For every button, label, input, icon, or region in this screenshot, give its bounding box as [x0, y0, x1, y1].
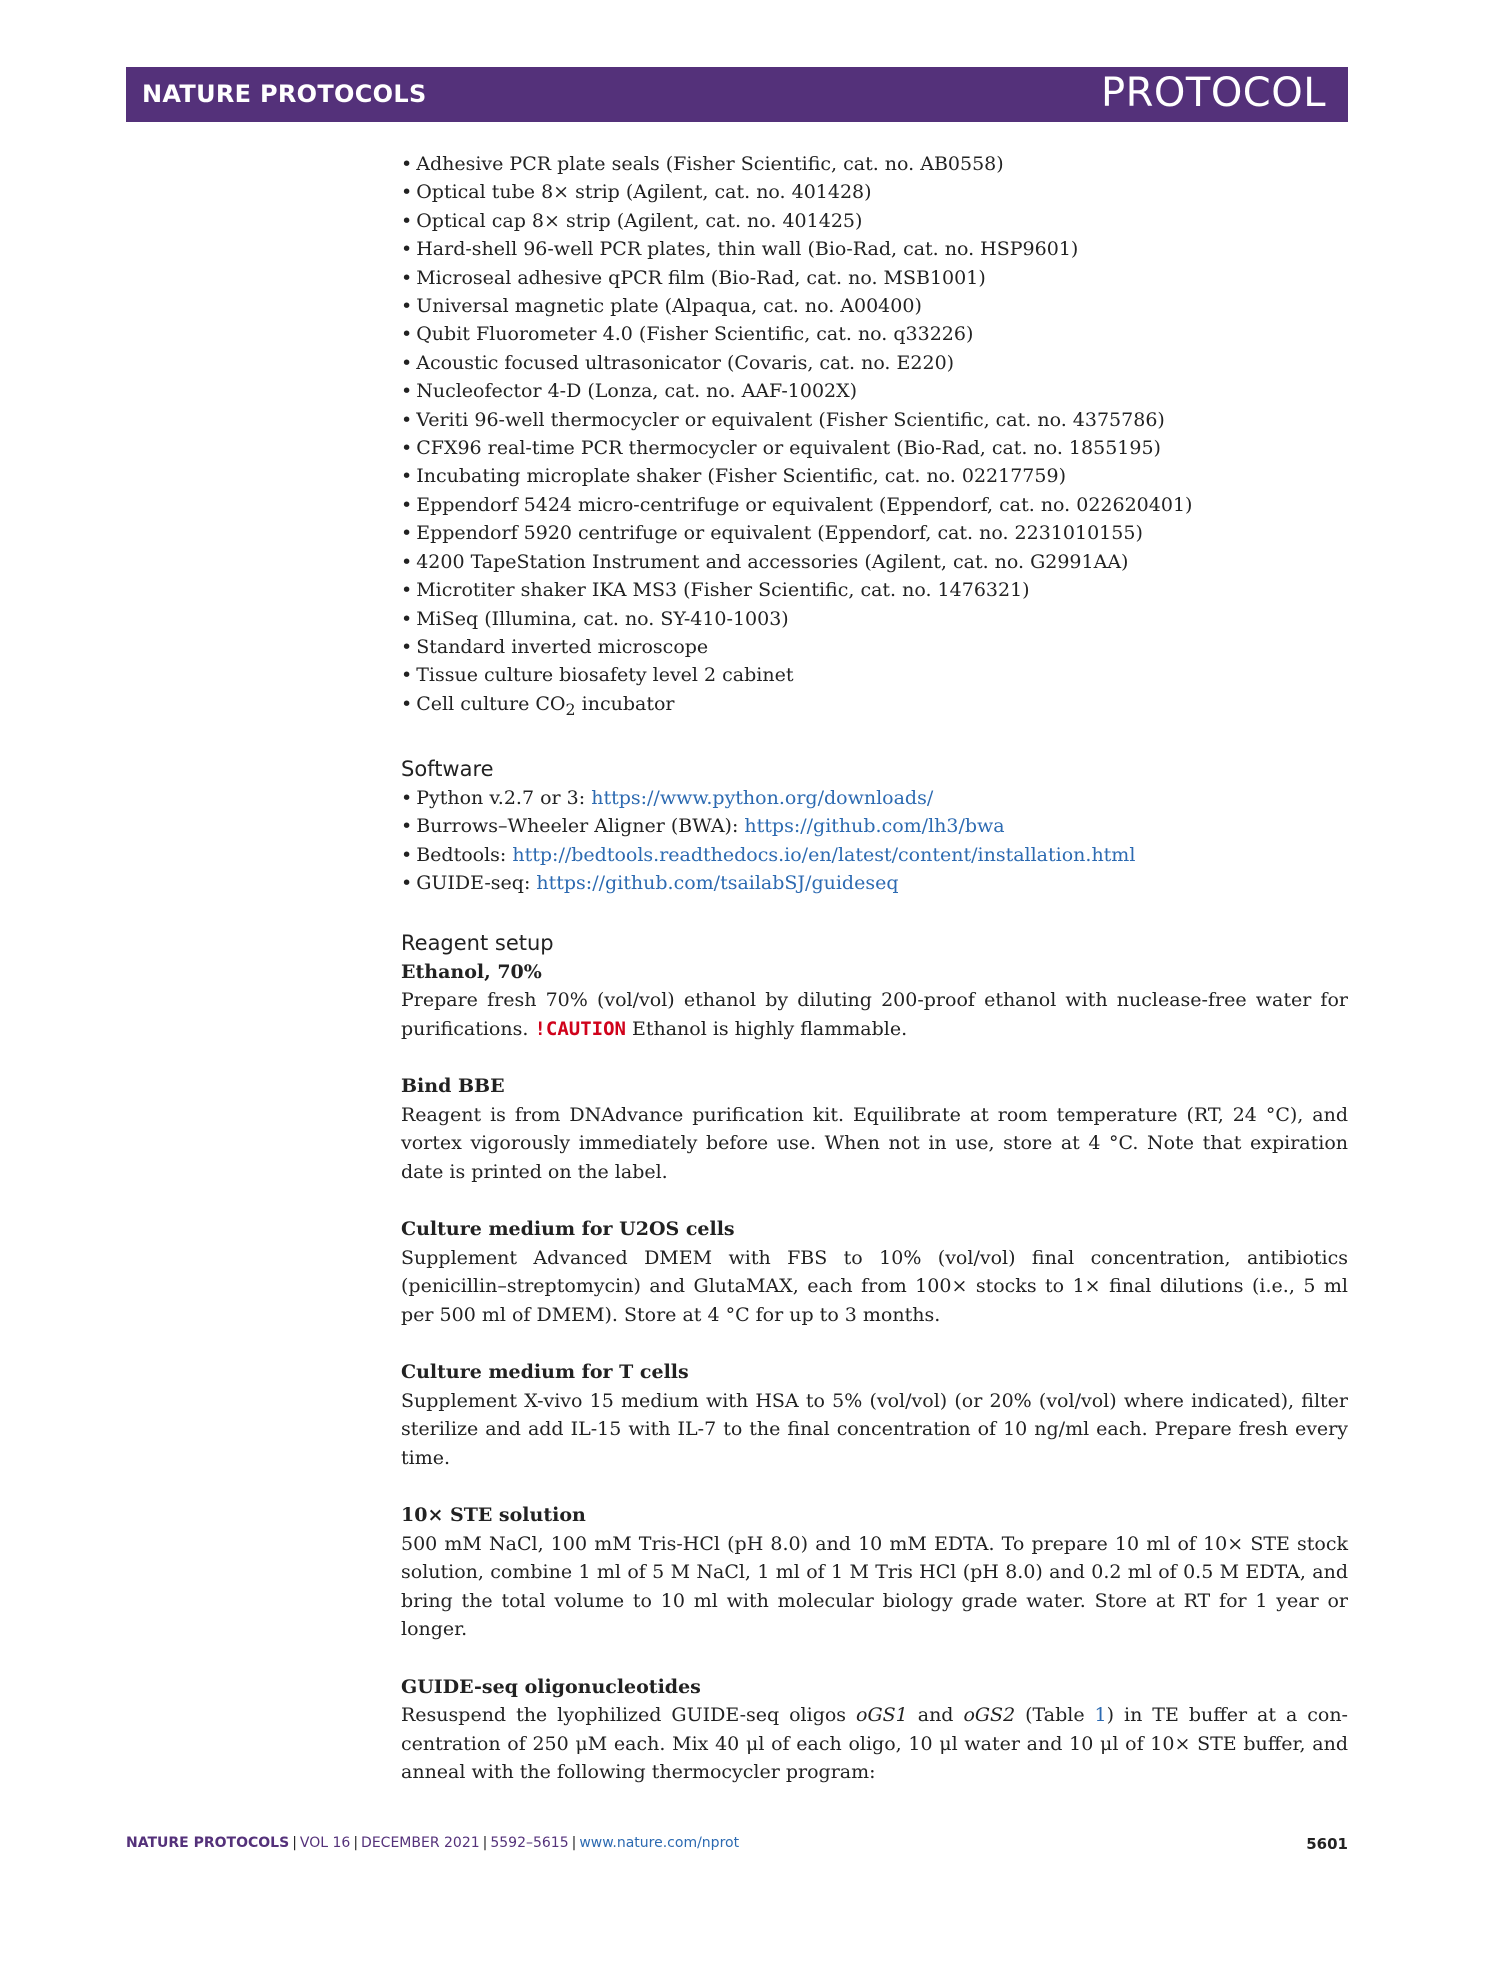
list-item: • Hard-shell 96-well PCR plates, thin wall (Bio-Rad, cat. no. HSP9601)	[401, 238, 1079, 261]
list-item: • Eppendorf 5424 micro-centrifuge or equivalent (Eppendorf, cat. no. 022620401)	[401, 493, 1193, 516]
list-item: • Burrows–Wheeler Aligner (BWA): https://github.com/lh3/bwa	[401, 815, 1005, 838]
article-type: PROTOCOL	[1100, 70, 1326, 116]
footer-journal: NATURE PROTOCOLS	[126, 1835, 290, 1851]
bullet-icon: •	[401, 437, 413, 460]
page-content	[401, 150, 1348, 1816]
list-item: • Adhesive PCR plate seals (Fisher Scientific, cat. no. AB0558)	[401, 153, 1004, 175]
bullet-icon: •	[401, 550, 413, 573]
list-item: • Standard inverted microscope	[401, 635, 709, 658]
bullet-icon: •	[401, 351, 413, 374]
footer-date: DECEMBER 2021	[361, 1835, 480, 1851]
guideseq-link[interactable]: https://github.com/tsailabSJ/guideseq	[536, 872, 899, 895]
reagent-tcell-medium	[401, 1358, 1348, 1472]
list-item: • 4200 TapeStation Instrument and accessories (Agilent, cat. no. G2991AA)	[401, 550, 1129, 573]
list-item: • CFX96 real-time PCR thermocycler or equivalent (Bio-Rad, cat. no. 1855195)	[401, 437, 1161, 460]
reagent-text: Resuspend the lyophilized GUIDE-seq oligos oGS1 and oGS2 (Table 1) in TE buffer at a con-centration of 250 μM each. Mix 40 μl of each oligo, 10 μl water and 10 μl of 10× STE buffer, and anneal with the following thermocycler program:	[401, 1704, 1348, 1784]
reagent-title: GUIDE-seq oligonucleotides	[401, 1675, 701, 1698]
list-item: • Acoustic focused ultrasonicator (Covaris, cat. no. E220)	[401, 351, 955, 374]
bullet-icon: •	[401, 266, 413, 289]
list-item: • Qubit Fluorometer 4.0 (Fisher Scientific, cat. no. q33226)	[401, 323, 974, 346]
bullet-icon: •	[401, 692, 413, 715]
reagent-title: Culture medium for U2OS cells	[401, 1218, 735, 1241]
bullet-icon: •	[401, 493, 413, 516]
footer-volume: VOL 16	[299, 1835, 351, 1851]
list-item: • Python v.2.7 or 3: https://www.python.org/downloads/	[401, 786, 934, 809]
bedtools-link[interactable]: http://bedtools.readthedocs.io/en/latest/content/installation.html	[512, 843, 1136, 866]
reagent-ethanol: Ethanol, 70% Prepare fresh 70% (vol/vol) ethanol by diluting 200-proof ethanol with nuclease-free water for purifications. !CAUTION Ethanol is highly flammable.	[401, 958, 1348, 1044]
reagent-title: Culture medium for T cells	[401, 1361, 689, 1384]
journal-header	[126, 67, 1348, 122]
list-item: • Optical cap 8× strip (Agilent, cat. no. 401425)	[401, 209, 863, 232]
section-heading-software: Software	[401, 756, 494, 781]
bullet-icon: •	[401, 786, 413, 809]
bullet-icon: •	[401, 465, 413, 488]
bullet-icon: •	[401, 522, 413, 545]
section-heading-reagent-setup: Reagent setup	[401, 930, 554, 955]
bullet-icon: •	[401, 209, 413, 232]
bullet-icon: •	[401, 380, 413, 403]
journal-name: NATURE PROTOCOLS	[142, 80, 427, 108]
list-item: • GUIDE-seq: https://github.com/tsailabSJ/guideseq	[401, 872, 899, 895]
reagent-title: 10× STE solution	[401, 1504, 586, 1527]
reagent-title: Ethanol, 70%	[401, 960, 542, 983]
bwa-link[interactable]: https://github.com/lh3/bwa	[744, 815, 1005, 838]
table-ref-link[interactable]: 1	[1094, 1704, 1107, 1727]
python-link[interactable]: https://www.python.org/downloads/	[591, 786, 934, 809]
reagent-text: Reagent is from DNAdvance purification kit. Equilibrate at room temperature (RT, 24 °C), and vortex vigorously immediately before use. When not in use, store at 4 °C. Note that expiration date is printed on the label.	[401, 1103, 1348, 1183]
list-item: • Tissue culture biosafety level 2 cabinet	[401, 664, 794, 687]
list-item: • Microtiter shaker IKA MS3 (Fisher Scientific, cat. no. 1476321)	[401, 579, 1030, 602]
list-item: • Eppendorf 5920 centrifuge or equivalent (Eppendorf, cat. no. 2231010155)	[401, 522, 1143, 545]
bullet-icon: •	[401, 843, 413, 866]
reagent-bind-bbe	[401, 1072, 1348, 1186]
footer-url[interactable]: www.nature.com/nprot	[579, 1835, 740, 1851]
list-item: • Optical tube 8× strip (Agilent, cat. no. 401428)	[401, 181, 872, 204]
reagent-ste-solution	[401, 1501, 1348, 1644]
bullet-icon: •	[401, 181, 413, 204]
bullet-icon: •	[401, 153, 413, 175]
list-item: • Incubating microplate shaker (Fisher Scientific, cat. no. 02217759)	[401, 465, 1066, 488]
reagent-title: Bind BBE	[401, 1075, 505, 1098]
bullet-icon: •	[401, 607, 413, 630]
equipment-list	[401, 150, 1348, 724]
list-item: • Veriti 96-well thermocycler or equivalent (Fisher Scientific, cat. no. 4375786)	[401, 408, 1165, 431]
footer-pages: 5592–5615	[490, 1835, 569, 1851]
list-item: • MiSeq (Illumina, cat. no. SY-410-1003)	[401, 607, 789, 630]
reagent-guideseq-oligos	[401, 1673, 1348, 1787]
page-number: 5601	[1306, 1835, 1348, 1853]
bullet-icon: •	[401, 872, 413, 895]
bullet-icon: •	[401, 579, 413, 602]
reagent-text: 500 mM NaCl, 100 mM Tris-HCl (pH 8.0) and 10 mM EDTA. To prepare 10 ml of 10× STE stock solution, combine 1 ml of 5 M NaCl, 1 ml of 1 M Tris HCl (pH 8.0) and 0.2 ml of 0.5 M EDTA, and bring the total volume to 10 ml with molecular biology grade water. Store at RT for 1 year or longer.	[401, 1532, 1348, 1641]
bullet-icon: •	[401, 323, 413, 346]
reagent-text: Supplement X-vivo 15 medium with HSA to 5% (vol/vol) (or 20% (vol/vol) where indicated), filter sterilize and add IL-15 with IL-7 to the final concentration of 10 ng/ml each. Prepare fresh every time.	[401, 1389, 1348, 1469]
bullet-icon: •	[401, 295, 413, 318]
list-item: • Microseal adhesive qPCR film (Bio-Rad, cat. no. MSB1001)	[401, 266, 986, 289]
caution-label: !CAUTION	[534, 1017, 626, 1040]
bullet-icon: •	[401, 635, 413, 658]
list-item: • Nucleofector 4-D (Lonza, cat. no. AAF-1002X)	[401, 380, 858, 403]
list-item: • Cell culture $CO_2$ incubator	[401, 692, 675, 719]
list-item: • Universal magnetic plate (Alpaqua, cat. no. A00400)	[401, 295, 922, 318]
bullet-icon: •	[401, 408, 413, 431]
bullet-icon: •	[401, 815, 413, 838]
bullet-icon: •	[401, 238, 413, 261]
list-item: • Bedtools: http://bedtools.readthedocs.io/en/latest/content/installation.html	[401, 843, 1136, 866]
software-list	[401, 784, 1348, 898]
reagent-u2os-medium	[401, 1215, 1348, 1329]
bullet-icon: •	[401, 664, 413, 687]
reagent-text: Supplement Advanced DMEM with FBS to 10% (vol/vol) final concentration, antibiotics (penicillin–streptomycin) and GlutaMAX, each from 100× stocks to 1× final dilutions (i.e., 5 ml per 500 ml of DMEM). Store at 4 °C for up to 3 months.	[401, 1246, 1348, 1326]
